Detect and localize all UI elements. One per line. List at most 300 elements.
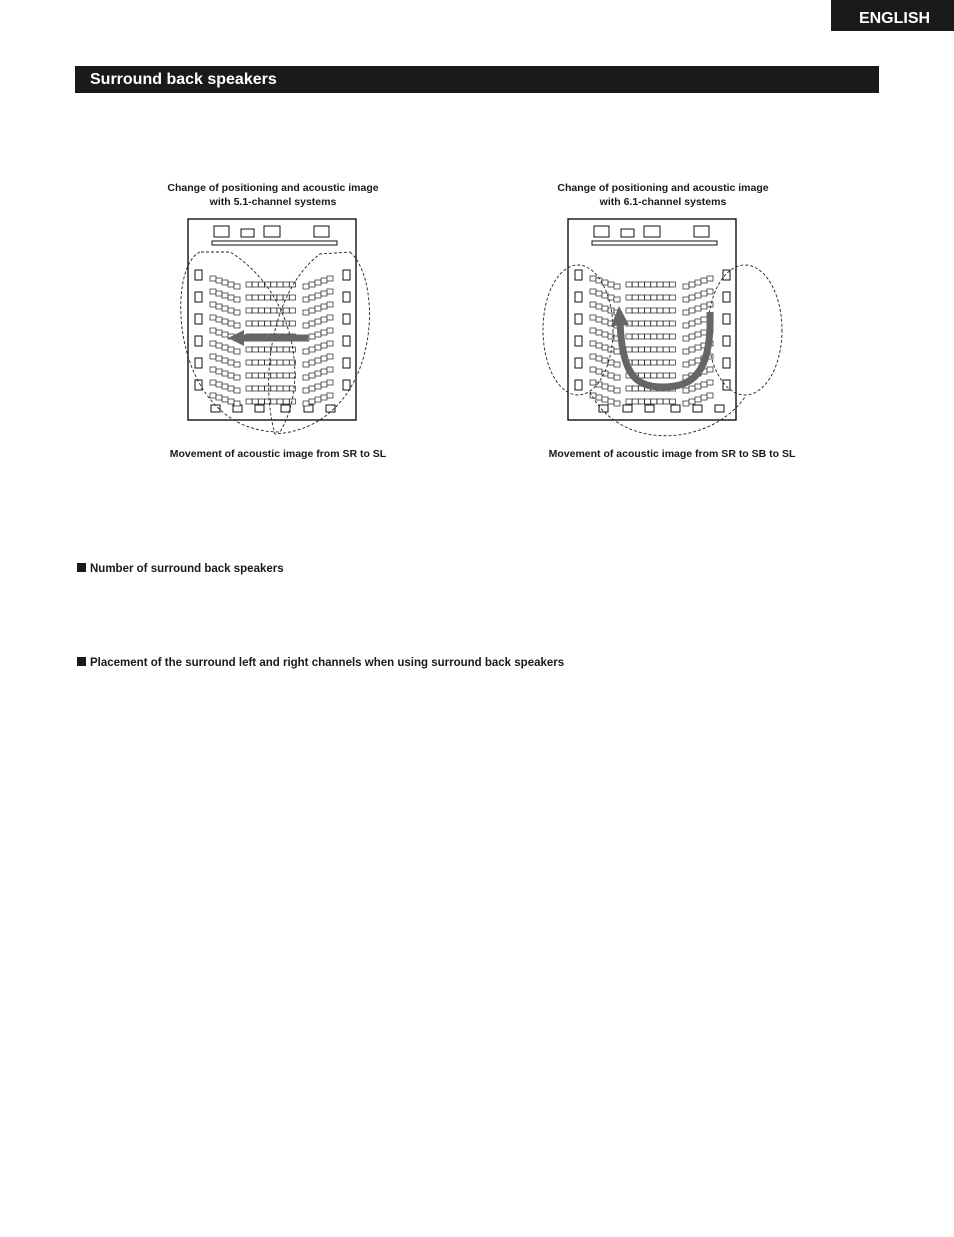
seat [608, 386, 614, 391]
seat [258, 347, 264, 352]
seat [303, 362, 309, 367]
seat [321, 304, 327, 309]
seat [707, 302, 713, 307]
seat [222, 345, 228, 350]
front-speaker [214, 226, 229, 237]
seat [210, 367, 216, 372]
seat [246, 321, 252, 326]
seat [315, 293, 321, 298]
seat [277, 360, 283, 365]
seat [271, 373, 277, 378]
side-speaker-left [195, 336, 202, 346]
side-speaker-right [343, 292, 350, 302]
seat [258, 308, 264, 313]
seat [689, 334, 695, 339]
seat [216, 317, 222, 322]
seat [657, 347, 663, 352]
seat [252, 386, 258, 391]
seat [651, 321, 657, 326]
seat [283, 386, 289, 391]
seat [707, 289, 713, 294]
seat [707, 276, 713, 281]
seat [626, 295, 632, 300]
seat [701, 317, 707, 322]
seat [707, 380, 713, 385]
seat [315, 384, 321, 389]
figure-right-caption: Movement of acoustic image from SR to SB to SL [548, 448, 796, 460]
seat [701, 330, 707, 335]
seat [289, 308, 295, 313]
seat [663, 399, 669, 404]
figure-left-title-line1: Change of positioning and acoustic image [167, 182, 379, 194]
seat [228, 295, 234, 300]
seat [289, 321, 295, 326]
seat [614, 284, 620, 289]
coverage-zone-back [590, 392, 745, 436]
rear-speaker [693, 405, 702, 412]
seat [222, 293, 228, 298]
seat [689, 282, 695, 287]
figure-left-caption: Movement of acoustic image from SR to SL [169, 448, 387, 460]
seat [669, 321, 675, 326]
seat [651, 360, 657, 365]
seat [234, 284, 240, 289]
seat [695, 384, 701, 389]
side-speaker-left [575, 270, 582, 280]
seat [309, 360, 315, 365]
seat [234, 362, 240, 367]
seat [669, 360, 675, 365]
seat [602, 280, 608, 285]
seat [701, 395, 707, 400]
seat [657, 321, 663, 326]
seat [614, 349, 620, 354]
seat [265, 373, 271, 378]
seat [216, 291, 222, 296]
rear-speaker [255, 405, 264, 412]
seat [689, 308, 695, 313]
seat [596, 395, 602, 400]
seat [252, 321, 258, 326]
seat [327, 380, 333, 385]
seat [246, 373, 252, 378]
front-speaker [694, 226, 709, 237]
seat [216, 304, 222, 309]
seat [246, 282, 252, 287]
seat [216, 343, 222, 348]
seat [228, 308, 234, 313]
seat [590, 276, 596, 281]
seat [645, 295, 651, 300]
seat [683, 310, 689, 315]
seat [590, 302, 596, 307]
seat [309, 295, 315, 300]
seat [632, 321, 638, 326]
seat [234, 323, 240, 328]
seat [283, 360, 289, 365]
front-speaker [314, 226, 329, 237]
seat [596, 369, 602, 374]
rear-speaker [281, 405, 290, 412]
side-speaker-left [195, 314, 202, 324]
seat [277, 282, 283, 287]
seat [315, 319, 321, 324]
seat [265, 308, 271, 313]
seat [689, 399, 695, 404]
seat [645, 373, 651, 378]
seat [271, 399, 277, 404]
seat [638, 282, 644, 287]
seat [602, 384, 608, 389]
seat [701, 304, 707, 309]
seat [638, 308, 644, 313]
seat [321, 291, 327, 296]
seat [289, 399, 295, 404]
section-title: Surround back speakers [75, 66, 879, 93]
seat [246, 308, 252, 313]
seat [271, 282, 277, 287]
seat [309, 282, 315, 287]
seat [321, 343, 327, 348]
seat [315, 358, 321, 363]
side-speaker-right [343, 358, 350, 368]
seat [216, 395, 222, 400]
seat [669, 373, 675, 378]
seat [283, 347, 289, 352]
seat [608, 399, 614, 404]
seat [590, 315, 596, 320]
seat [258, 360, 264, 365]
seat [222, 306, 228, 311]
seat [651, 295, 657, 300]
seat [663, 334, 669, 339]
seat [277, 386, 283, 391]
seat [303, 297, 309, 302]
seat [315, 306, 321, 311]
front-speaker [241, 229, 254, 237]
seat [632, 386, 638, 391]
seat [638, 360, 644, 365]
side-speaker-left [575, 292, 582, 302]
seat [283, 282, 289, 287]
seat [651, 308, 657, 313]
seat [638, 295, 644, 300]
seat [327, 276, 333, 281]
seat [602, 332, 608, 337]
side-speaker-left [575, 336, 582, 346]
figure-right-title-line1: Change of positioning and acoustic image [557, 182, 769, 194]
seat [632, 334, 638, 339]
side-speaker-right [723, 380, 730, 390]
seat [590, 289, 596, 294]
seat [327, 341, 333, 346]
seat [309, 308, 315, 313]
seat [210, 393, 216, 398]
seat [277, 321, 283, 326]
seat [638, 347, 644, 352]
seat [669, 347, 675, 352]
seat [651, 399, 657, 404]
seat [638, 321, 644, 326]
seat [222, 384, 228, 389]
seat [309, 334, 315, 339]
side-speaker-left [575, 358, 582, 368]
seat [234, 375, 240, 380]
seat [222, 319, 228, 324]
seat [632, 347, 638, 352]
seat [663, 347, 669, 352]
seat [689, 295, 695, 300]
seat [228, 373, 234, 378]
seat [246, 360, 252, 365]
seat [632, 360, 638, 365]
seat [303, 375, 309, 380]
seat [683, 323, 689, 328]
seat [657, 399, 663, 404]
subheading-number-of-speakers [77, 562, 284, 576]
seat [602, 319, 608, 324]
seat [210, 315, 216, 320]
seat [283, 308, 289, 313]
seat [590, 354, 596, 359]
seat [309, 321, 315, 326]
side-speaker-right [723, 292, 730, 302]
seat [683, 284, 689, 289]
seat [695, 293, 701, 298]
side-speaker-right [343, 314, 350, 324]
screen [592, 241, 717, 245]
seat [222, 397, 228, 402]
seat [321, 278, 327, 283]
seat [683, 349, 689, 354]
seat [234, 297, 240, 302]
seat [657, 360, 663, 365]
seat [645, 347, 651, 352]
seat [707, 367, 713, 372]
rear-speaker [645, 405, 654, 412]
seat [309, 399, 315, 404]
seat [327, 328, 333, 333]
seat [638, 399, 644, 404]
seat [683, 388, 689, 393]
seat [695, 397, 701, 402]
seat [614, 375, 620, 380]
seat [277, 295, 283, 300]
subheading-placement [77, 656, 564, 670]
seat [626, 347, 632, 352]
seat [289, 295, 295, 300]
seat [689, 347, 695, 352]
seat [683, 297, 689, 302]
seat [695, 280, 701, 285]
seat [632, 308, 638, 313]
seat [645, 321, 651, 326]
seat [265, 321, 271, 326]
seat [663, 282, 669, 287]
seat [669, 334, 675, 339]
seat [283, 399, 289, 404]
arrowhead-icon [228, 330, 244, 346]
seat [222, 332, 228, 337]
seat [663, 321, 669, 326]
seat [590, 380, 596, 385]
seat [315, 280, 321, 285]
seat [222, 371, 228, 376]
seat [321, 395, 327, 400]
seat [596, 343, 602, 348]
seat [315, 397, 321, 402]
seat [327, 315, 333, 320]
seat [695, 319, 701, 324]
figure-left-title-line2: with 5.1-channel systems [209, 196, 337, 208]
seat [683, 401, 689, 406]
seat [645, 282, 651, 287]
front-speaker [594, 226, 609, 237]
seat [632, 399, 638, 404]
seat [246, 295, 252, 300]
seat [210, 302, 216, 307]
seat [695, 358, 701, 363]
seat [234, 349, 240, 354]
seat [614, 401, 620, 406]
seat [228, 347, 234, 352]
seat [303, 349, 309, 354]
front-speaker [264, 226, 280, 237]
seat [222, 358, 228, 363]
side-speaker-left [195, 358, 202, 368]
seat [252, 360, 258, 365]
coverage-zone-right [708, 265, 782, 395]
seat [689, 386, 695, 391]
seat [234, 310, 240, 315]
seat [321, 330, 327, 335]
seat [645, 308, 651, 313]
seat [234, 388, 240, 393]
seat [596, 304, 602, 309]
seat [632, 295, 638, 300]
figure-left-title [148, 181, 398, 209]
seat [608, 282, 614, 287]
seat [258, 386, 264, 391]
seat [608, 373, 614, 378]
seat [234, 401, 240, 406]
seat [695, 332, 701, 337]
seat [663, 360, 669, 365]
seat [701, 291, 707, 296]
square-bullet-icon [77, 657, 86, 666]
seat [216, 382, 222, 387]
seat [602, 293, 608, 298]
side-speaker-right [343, 336, 350, 346]
seat [309, 347, 315, 352]
seat [216, 369, 222, 374]
seat [258, 399, 264, 404]
theater-diagram-6-1 [540, 212, 785, 442]
seat [657, 282, 663, 287]
front-speaker [621, 229, 634, 237]
seat [669, 308, 675, 313]
seat [626, 282, 632, 287]
seat [651, 282, 657, 287]
seat [683, 336, 689, 341]
seat [321, 369, 327, 374]
seat [271, 308, 277, 313]
seat [303, 310, 309, 315]
seat [626, 386, 632, 391]
seat [701, 382, 707, 387]
seat [258, 282, 264, 287]
rear-speaker [623, 405, 632, 412]
seat [265, 347, 271, 352]
seat [602, 345, 608, 350]
seat [669, 282, 675, 287]
seat [590, 328, 596, 333]
side-speaker-left [575, 380, 582, 390]
seat [303, 388, 309, 393]
figure-right-title-line2: with 6.1-channel systems [599, 196, 727, 208]
side-speaker-right [723, 336, 730, 346]
seat [210, 328, 216, 333]
seat [228, 282, 234, 287]
seat [651, 373, 657, 378]
seat [277, 373, 283, 378]
seat [246, 386, 252, 391]
seat [216, 356, 222, 361]
seat [626, 308, 632, 313]
seat [321, 356, 327, 361]
seat [303, 284, 309, 289]
seat [228, 386, 234, 391]
seat [271, 386, 277, 391]
seat [252, 399, 258, 404]
seat [271, 360, 277, 365]
seat [689, 321, 695, 326]
seat [602, 358, 608, 363]
seat [327, 289, 333, 294]
side-speaker-left [195, 292, 202, 302]
front-speaker [644, 226, 660, 237]
seat [596, 291, 602, 296]
seat [663, 295, 669, 300]
seat [657, 295, 663, 300]
seat [210, 380, 216, 385]
side-speaker-left [195, 270, 202, 280]
seat [651, 347, 657, 352]
seat [228, 321, 234, 326]
seat [638, 334, 644, 339]
seat [315, 371, 321, 376]
seat [216, 278, 222, 283]
seat [252, 295, 258, 300]
seat [210, 276, 216, 281]
seat [265, 295, 271, 300]
seat [327, 393, 333, 398]
screen [212, 241, 337, 245]
figure-right-title [538, 181, 788, 209]
seat [663, 308, 669, 313]
seat [252, 308, 258, 313]
seat [277, 399, 283, 404]
seat [252, 347, 258, 352]
seat [651, 334, 657, 339]
seat [701, 278, 707, 283]
seat [258, 295, 264, 300]
side-speaker-left [195, 380, 202, 390]
seat [707, 393, 713, 398]
seat [663, 373, 669, 378]
seat [614, 362, 620, 367]
seat [683, 362, 689, 367]
